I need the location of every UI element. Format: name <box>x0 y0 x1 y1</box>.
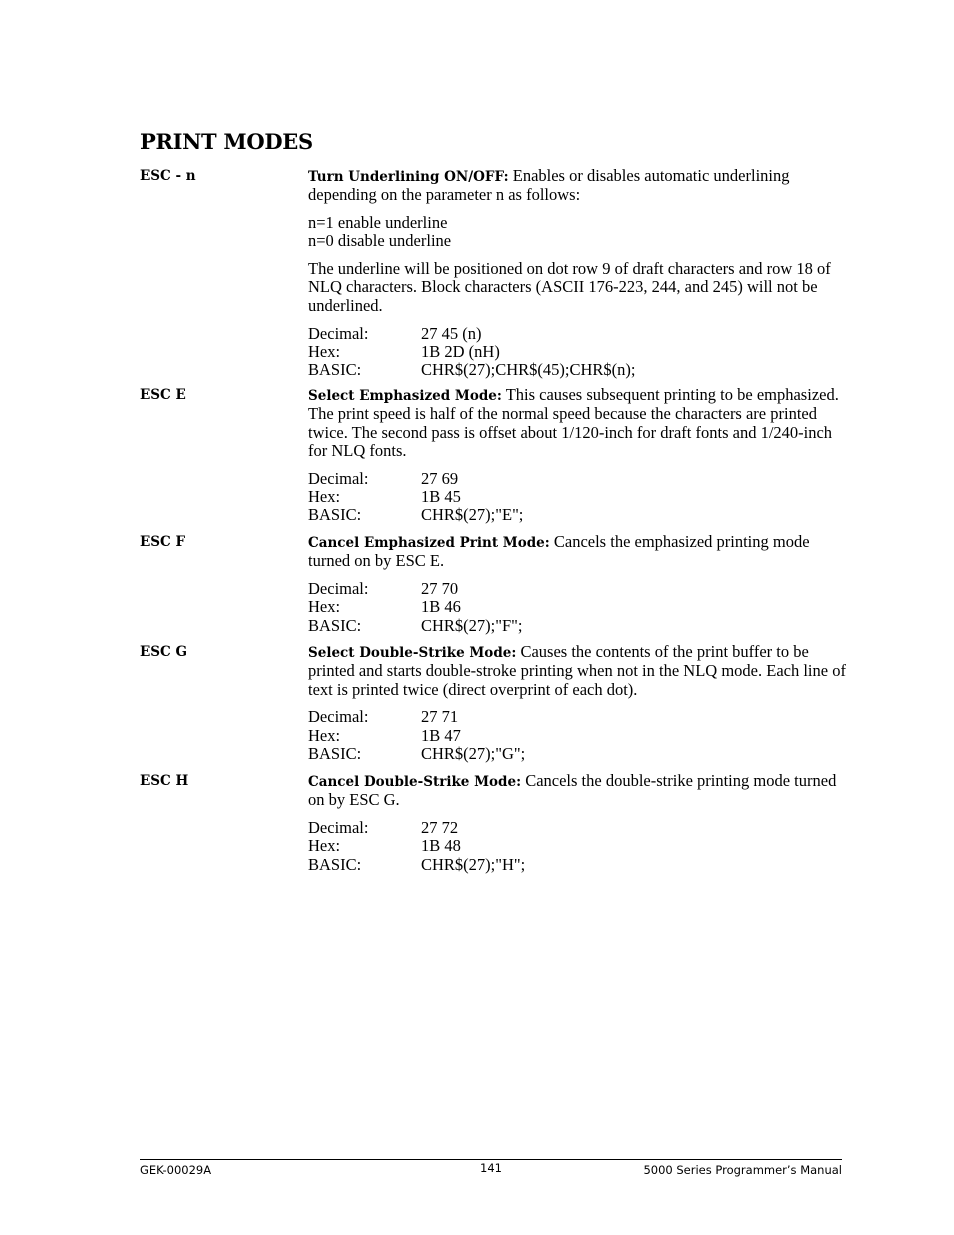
code-table <box>308 819 848 874</box>
command-description <box>308 772 848 810</box>
decimal-value: 27 71 <box>421 707 459 727</box>
hex-label: Hex: <box>308 486 341 506</box>
command-description-text: Cancels the emphasized printing mode turned on by ESC E. <box>308 532 810 571</box>
hex-value: 1B 45 <box>421 486 461 506</box>
code-table <box>308 708 848 763</box>
command-body <box>308 772 848 874</box>
command-lead: Cancel Double-Strike Mode: <box>308 774 522 790</box>
decimal-label: Decimal: <box>308 579 369 599</box>
command-body <box>308 386 848 525</box>
hex-value: 1B 46 <box>421 597 461 617</box>
command-description-text: Causes the contents of the print buffer to be printed and starts double-stroke printing when not in the NLQ mode. Each line of text is printed twice (direct overprint of each dot). <box>308 642 846 699</box>
command-lead: Select Double-Strike Mode: <box>308 645 517 661</box>
basic-value: CHR$(27);"H"; <box>421 854 526 874</box>
hex-label: Hex: <box>308 597 341 617</box>
command-code: ESC - n <box>140 168 196 184</box>
command-body <box>308 643 848 763</box>
command-description-text: Enables or disables automatic underlining depending on the parameter n as follows: <box>308 166 790 205</box>
parameter-line: n=0 disable underline <box>308 231 452 251</box>
command-code: ESC H <box>140 773 189 789</box>
command-description <box>308 386 848 460</box>
code-table <box>308 470 848 525</box>
basic-value: CHR$(27);"F"; <box>421 615 523 635</box>
hex-value: 1B 2D (nH) <box>421 341 500 361</box>
decimal-label: Decimal: <box>308 323 369 343</box>
basic-value: CHR$(27);"G"; <box>421 743 526 763</box>
command-body <box>308 533 848 635</box>
basic-label: BASIC: <box>308 615 362 635</box>
decimal-value: 27 69 <box>421 468 459 488</box>
page-title: PRINT MODES <box>140 129 313 154</box>
code-table <box>308 580 848 635</box>
command-description <box>308 167 848 205</box>
command-lead: Select Emphasized Mode: <box>308 388 502 404</box>
command-description-text: Cancels the double-strike printing mode turned on by ESC G. <box>308 771 837 810</box>
decimal-label: Decimal: <box>308 707 369 727</box>
command-lead: Turn Underlining ON/OFF: <box>308 169 509 185</box>
footer-divider <box>140 1159 842 1160</box>
footer-doc-number: GEK-00029A <box>140 1163 212 1177</box>
basic-label: BASIC: <box>308 854 362 874</box>
command-code: ESC G <box>140 644 188 660</box>
code-table <box>308 325 848 380</box>
decimal-label: Decimal: <box>308 468 369 488</box>
command-lead: Cancel Emphasized Print Mode: <box>308 535 550 551</box>
command-description <box>308 643 848 699</box>
basic-label: BASIC: <box>308 505 362 525</box>
command-note: The underline will be positioned on dot row 9 of draft characters and row 18 of NLQ characters. Block characters (ASCII 176-223, 244, and 245) will not be underlined. <box>308 259 831 315</box>
command-description <box>308 533 848 571</box>
command-description-text: This causes subsequent printing to be emphasized. The print speed is half of the normal speed because the characters are printed twice. The second pass is offset about 1/120-inch for draft fonts and 1/240-inch for NLQ fonts. <box>308 385 839 460</box>
decimal-value: 27 70 <box>421 579 459 599</box>
parameter-list <box>308 214 848 251</box>
decimal-value: 27 72 <box>421 818 459 838</box>
hex-value: 1B 47 <box>421 725 461 745</box>
footer-manual-title: 5000 Series Programmer’s Manual <box>643 1163 842 1177</box>
basic-label: BASIC: <box>308 743 362 763</box>
hex-value: 1B 48 <box>421 836 461 856</box>
basic-value: CHR$(27);"E"; <box>421 505 524 525</box>
hex-label: Hex: <box>308 341 341 361</box>
decimal-label: Decimal: <box>308 818 369 838</box>
footer-page-number: 141 <box>480 1161 502 1175</box>
hex-label: Hex: <box>308 725 341 745</box>
command-code: ESC F <box>140 534 186 550</box>
basic-label: BASIC: <box>308 360 362 380</box>
command-body <box>308 167 848 379</box>
hex-label: Hex: <box>308 836 341 856</box>
parameter-line: n=1 enable underline <box>308 213 448 233</box>
basic-value: CHR$(27);CHR$(45);CHR$(n); <box>421 360 636 380</box>
decimal-value: 27 45 (n) <box>421 323 482 343</box>
command-code: ESC E <box>140 387 186 403</box>
